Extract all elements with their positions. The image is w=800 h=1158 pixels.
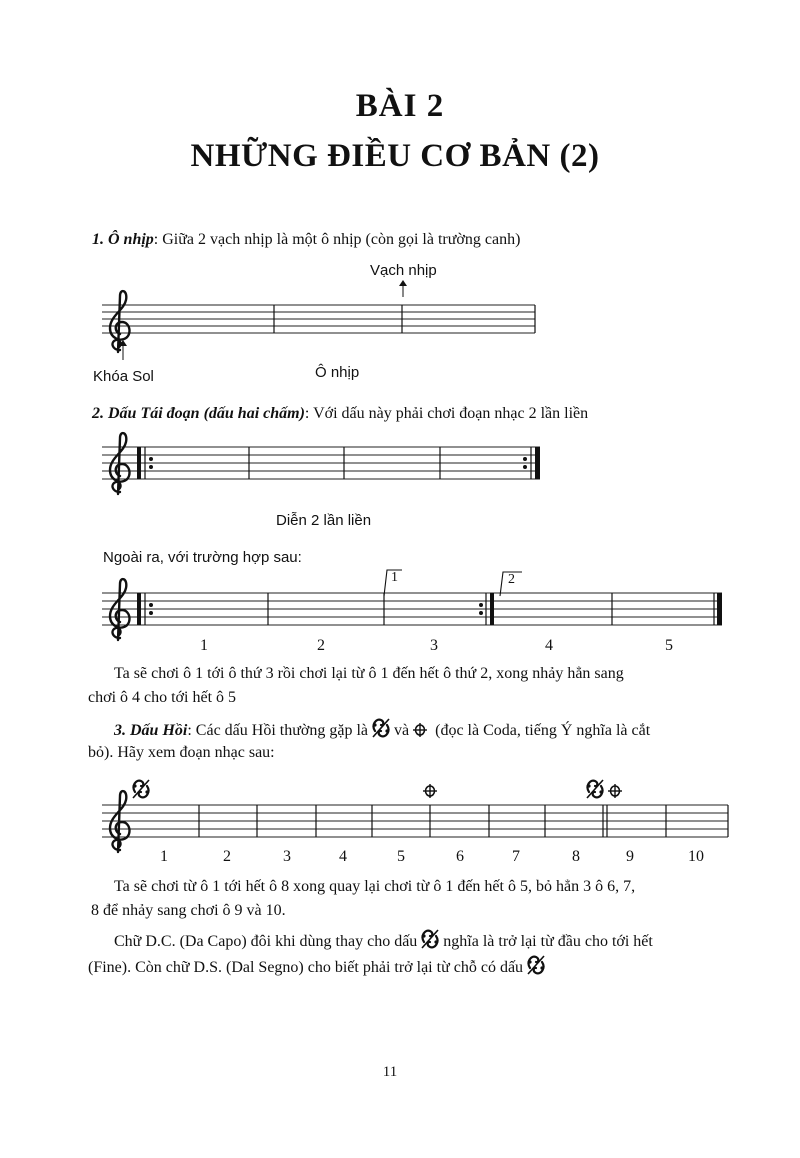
- section1-text: : Giữa 2 vạch nhịp là một ô nhịp (còn gọi là trường canh): [153, 231, 521, 248]
- section1-heading: 1. Ô nhịp: [92, 231, 154, 248]
- coda-icon: [423, 784, 437, 798]
- page-title: NHỮNG ĐIỀU CƠ BẢN (2): [190, 138, 600, 174]
- section2-text: : Với dấu này phải chơi đoạn nhạc 2 lần liền: [304, 405, 589, 422]
- segno-icon: [527, 954, 545, 976]
- measure-number: 4: [545, 637, 553, 654]
- clef-label: Khóa Sol: [93, 368, 154, 385]
- section3-heading: 3. Dấu Hồi: [114, 722, 188, 739]
- section2-heading: 2. Dấu Tái đoạn (dấu hai chấm): [92, 405, 305, 422]
- section2-intro: Ngoài ra, với trường hợp sau:: [103, 549, 302, 566]
- section3-explain-line1: Ta sẽ chơi từ ô 1 tới hết ô 8 xong quay lại chơi từ ô 1 đến hết ô 5, bỏ hẳn 3 ô 6, 7,: [114, 878, 636, 895]
- section2-explain-line1: Ta sẽ chơi ô 1 tới ô thứ 3 rồi chơi lại từ ô 1 đến hết ô thứ 2, xong nhảy hẳn sang: [114, 665, 624, 682]
- measure-number: 3: [283, 848, 291, 865]
- section3-line2: bỏ). Hãy xem đoạn nhạc sau:: [88, 744, 275, 761]
- measure-number: 10: [688, 848, 704, 865]
- ending-2-label: 2: [508, 572, 515, 587]
- section3-text-b: và: [394, 722, 410, 739]
- measure-number: 8: [572, 848, 580, 865]
- measure-number: 5: [397, 848, 405, 865]
- dc-text-b: nghĩa là trở lại từ đầu cho tới hết: [443, 933, 653, 950]
- measure-number: 3: [430, 637, 438, 654]
- measure-label: Ô nhịp: [315, 364, 360, 381]
- lesson-number: BÀI 2: [355, 88, 445, 124]
- dc-paragraph-line1: [114, 928, 653, 951]
- repeat-caption: Diễn 2 lần liền: [276, 512, 372, 529]
- measure-number: 9: [626, 848, 634, 865]
- segno-icon: [587, 780, 603, 798]
- measure-number: 1: [160, 848, 168, 865]
- barline-label: Vạch nhịp: [370, 262, 437, 279]
- measure-number: 2: [317, 637, 325, 654]
- measure-number: 1: [200, 637, 208, 654]
- section2-explain-line2: chơi ô 4 cho tới hết ô 5: [88, 689, 237, 706]
- dc-text-a: Chữ D.C. (Da Capo) đôi khi dùng thay cho dấu: [114, 933, 418, 950]
- measure-number: 6: [456, 848, 464, 865]
- page-number: 11: [382, 1064, 398, 1080]
- treble-clef-icon: [110, 791, 129, 852]
- segno-icon: [421, 928, 439, 950]
- section3-text-a: : Các dấu Hồi thường gặp là: [187, 722, 368, 739]
- section3-text-c: (đọc là Coda, tiếng Ý nghĩa là cắt: [435, 722, 651, 739]
- measure-number: 5: [665, 637, 673, 654]
- dc-text-line2: (Fine). Còn chữ D.S. (Dal Segno) cho biết phải trở lại từ chỗ có dấu: [88, 959, 524, 976]
- coda-icon: [608, 784, 622, 798]
- measure-number: 7: [512, 848, 520, 865]
- dc-paragraph-line2: [88, 954, 545, 977]
- measure-number: 4: [339, 848, 347, 865]
- ending-1-label: 1: [391, 570, 398, 585]
- segno-icon: [133, 780, 149, 798]
- section3-explain-line2: 8 để nhảy sang chơi ô 9 và 10.: [91, 902, 286, 919]
- measure-number: 2: [223, 848, 231, 865]
